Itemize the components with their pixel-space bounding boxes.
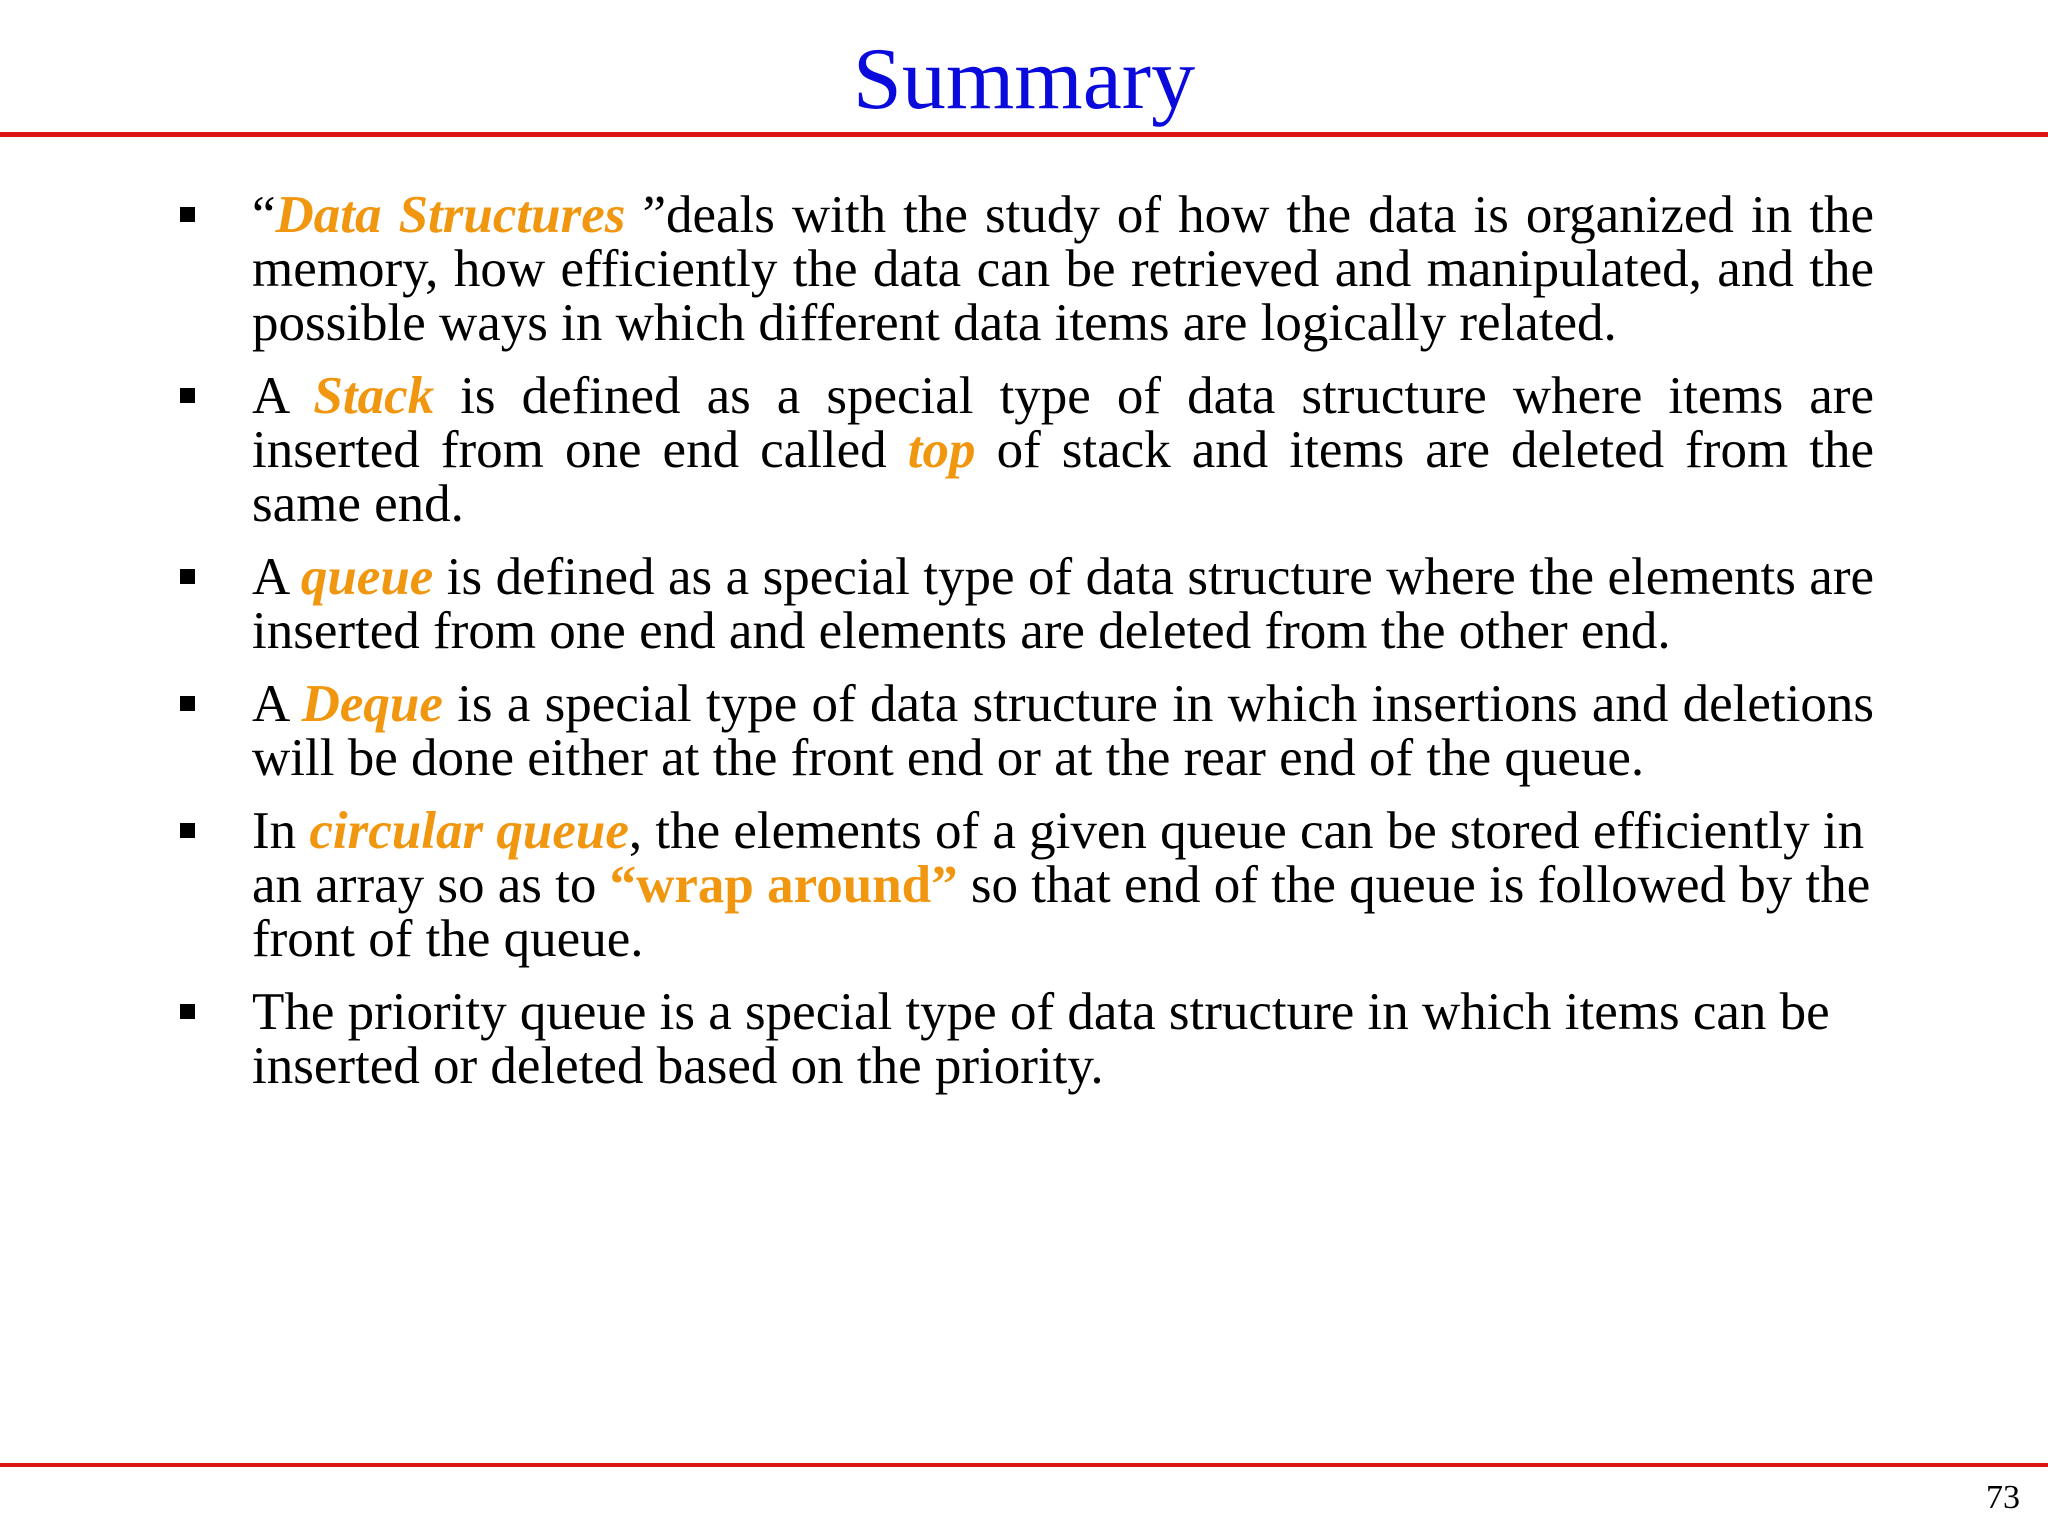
bullet-text — [252, 804, 1874, 966]
square-bullet-icon — [180, 823, 195, 838]
bullet-text — [252, 188, 1874, 350]
bullet-lead: A — [252, 675, 302, 733]
page-number: 73 — [1986, 1479, 2020, 1516]
bullet-text — [252, 369, 1874, 531]
bullet-stack — [180, 369, 1874, 531]
square-bullet-icon — [180, 207, 195, 222]
keyword-data-structures: Data Structures — [275, 186, 626, 244]
slide-title: Summary — [852, 31, 1196, 128]
bullet-body: is a special type of data structure in which insertions and deletions will be done either at the front end or at the rear end of the queue. — [252, 675, 1874, 787]
bullet-queue — [180, 550, 1874, 658]
keyword-deque: Deque — [301, 675, 443, 733]
footer-divider — [0, 1463, 2048, 1467]
bullet-body: , the elements of a given queue can be stored efficiently in an array so as to — [252, 802, 1865, 914]
bullet-circular-queue — [180, 804, 1874, 966]
bullet-lead: In — [252, 802, 310, 860]
bullet-body: is defined as a special type of data structure where the elements are inserted from one end and elements are deleted from the other end. — [252, 548, 1874, 660]
bullet-body-end: so that end of the queue is followed by the front of the queue. — [252, 856, 1871, 968]
bullet-text: The priority queue is a special type of data structure in which items can be inserted or deleted based on the priority. — [252, 983, 1830, 1095]
bullet-list — [180, 188, 1874, 1112]
bullet-body: ”deals with the study of how the data is organized in the memory, how efficiently the data can be retrieved and manipulated, and the possible ways in which different data items are logically related. — [252, 186, 1874, 352]
title-divider — [0, 132, 2048, 137]
square-bullet-icon — [180, 696, 195, 711]
keyword-top: top — [907, 421, 976, 479]
keyword-wrap-around: “wrap around” — [609, 856, 958, 914]
bullet-text — [252, 550, 1874, 658]
bullet-priority-queue — [180, 985, 1874, 1093]
open-quote: “ — [252, 186, 276, 244]
bullet-data-structures — [180, 188, 1874, 350]
keyword-queue: queue — [300, 548, 434, 606]
square-bullet-icon — [180, 1004, 195, 1019]
keyword-stack: Stack — [313, 367, 435, 425]
bullet-deque — [180, 677, 1874, 785]
bullet-lead: A — [252, 548, 301, 606]
bullet-lead: A — [252, 367, 314, 425]
bullet-body: is defined as a special type of data structure where items are inserted from one end called — [252, 367, 1874, 479]
keyword-circular-queue: circular queue — [309, 802, 629, 860]
square-bullet-icon — [180, 569, 195, 584]
bullet-text — [252, 677, 1874, 785]
square-bullet-icon — [180, 388, 195, 403]
bullet-body-end: of stack and items are deleted from the same end. — [252, 421, 1875, 533]
